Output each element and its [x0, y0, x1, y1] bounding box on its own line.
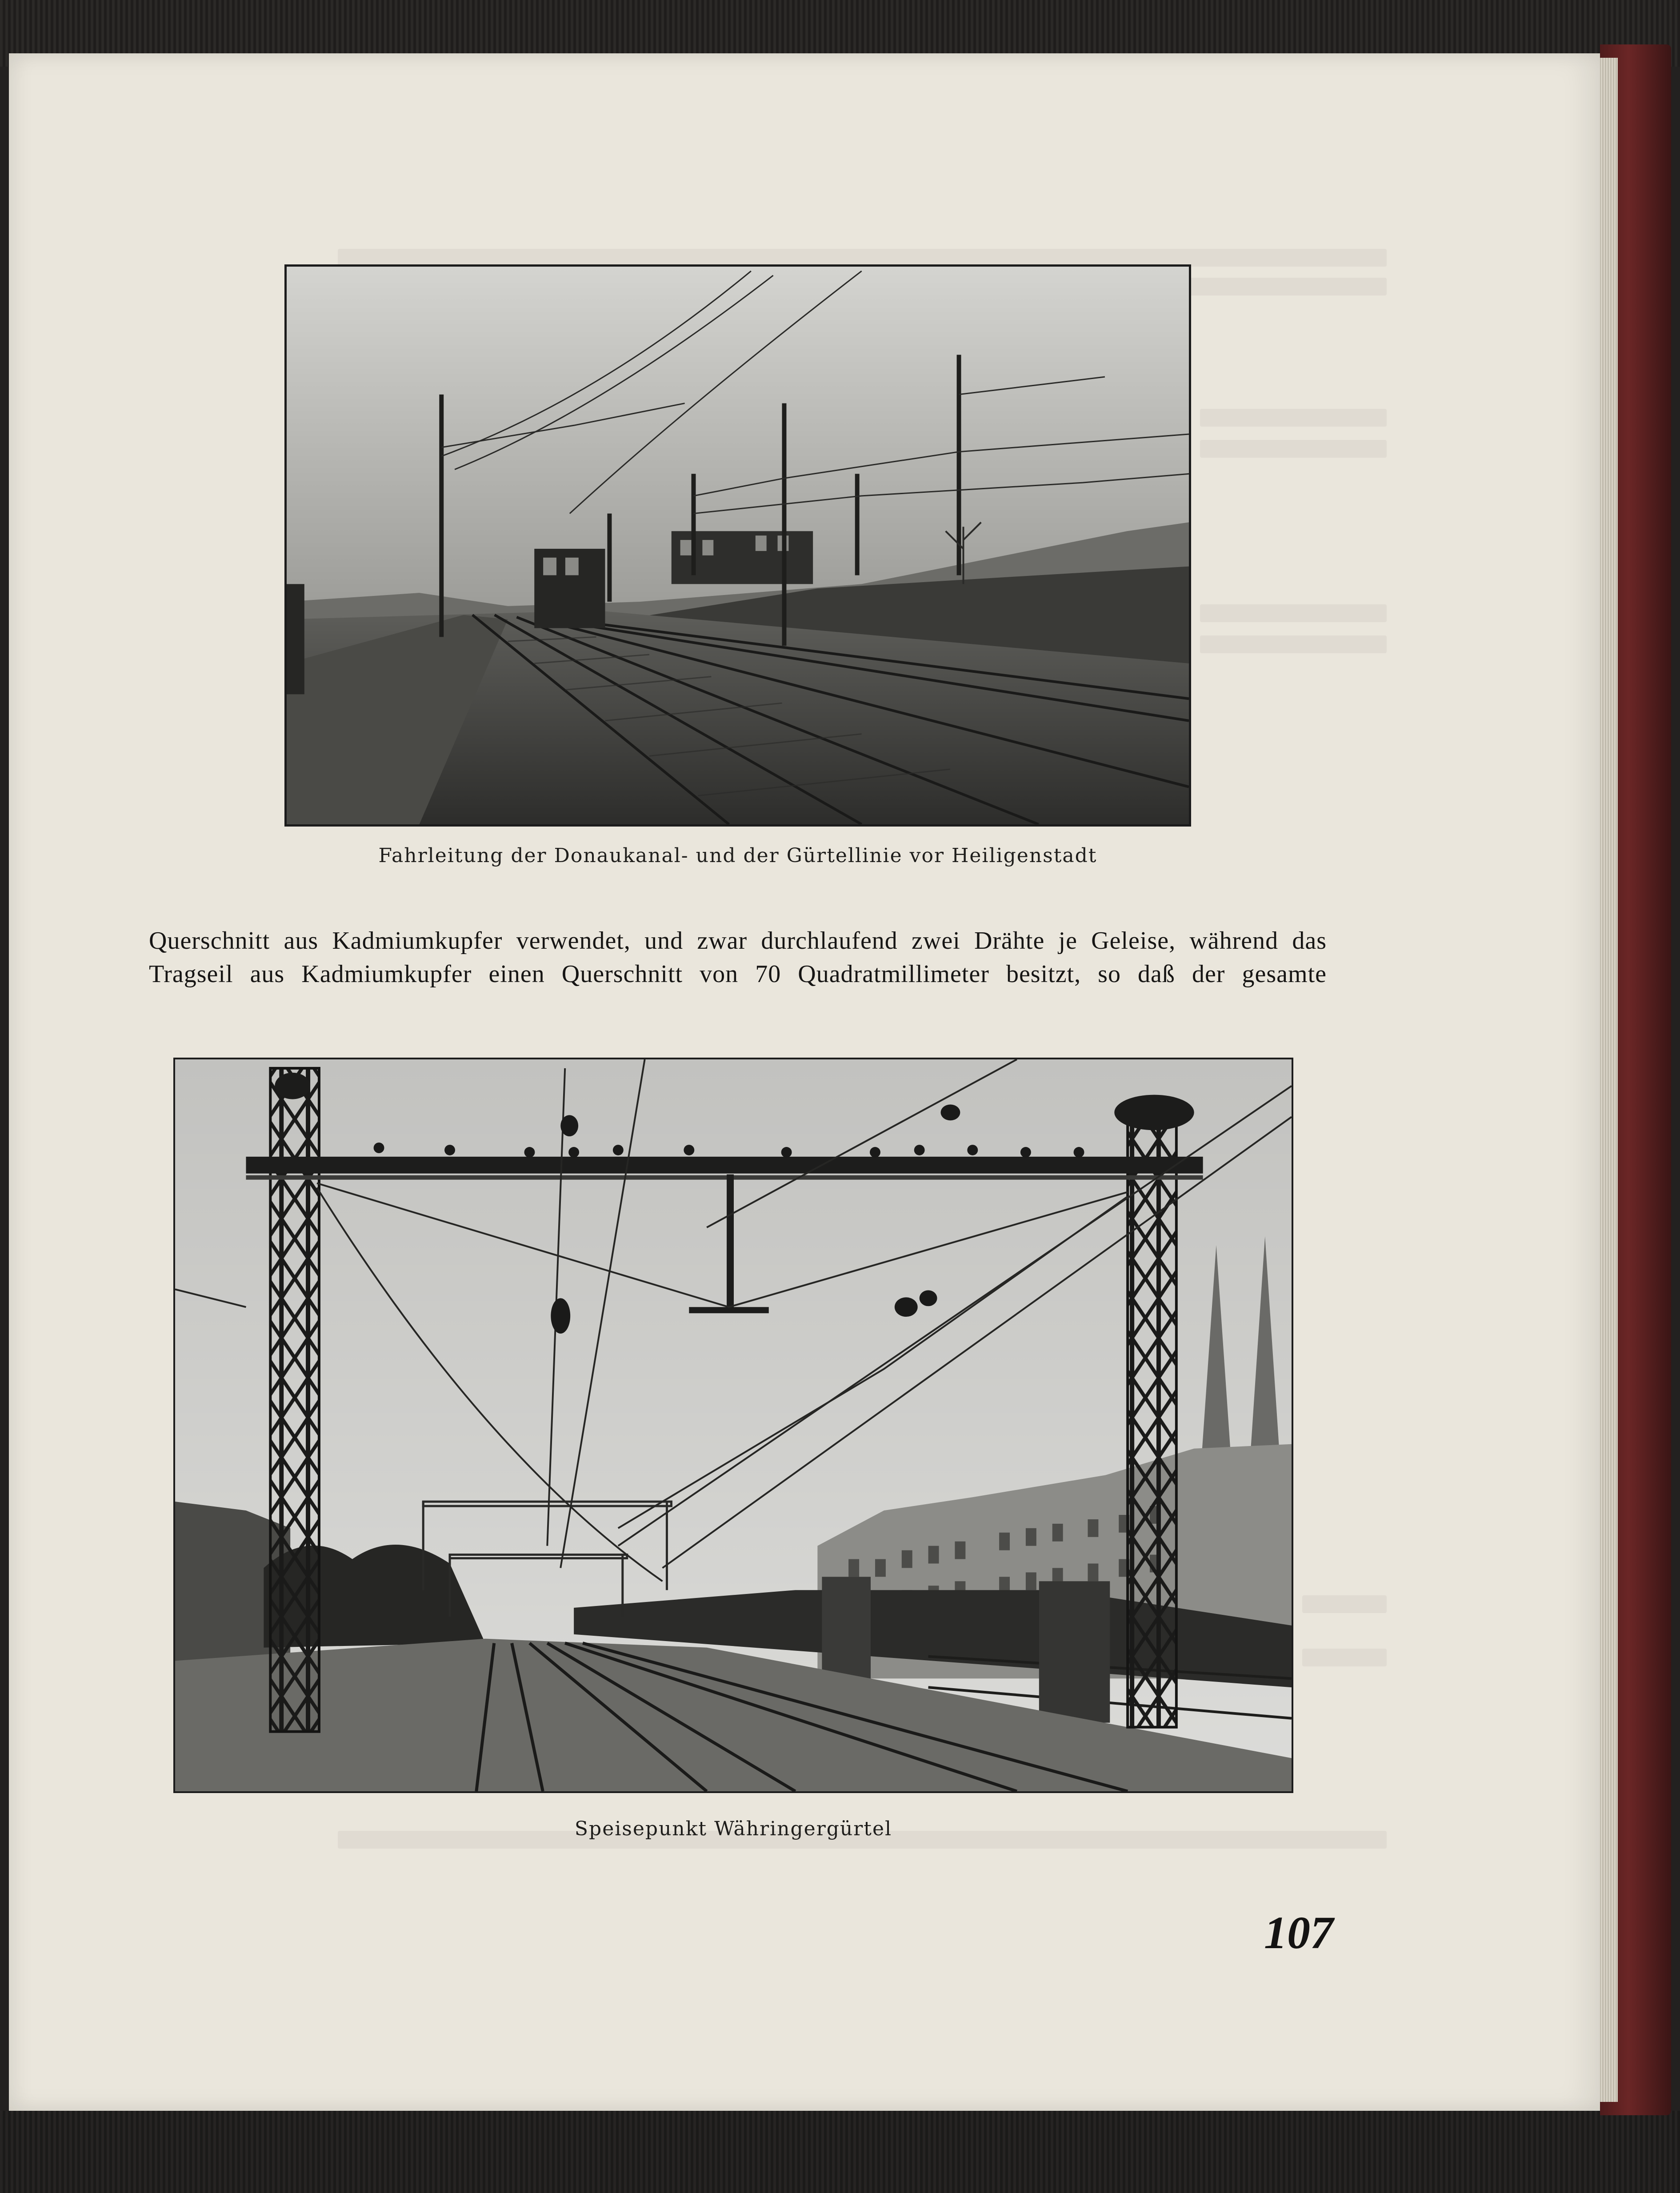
show-through — [1200, 440, 1387, 458]
show-through — [1302, 1595, 1387, 1613]
photo-feed-point-waehringerguertel — [173, 1058, 1293, 1793]
photo-caption: Speisepunkt Währingergürtel — [574, 1818, 892, 1840]
show-through — [1200, 409, 1387, 427]
show-through — [338, 249, 1387, 267]
show-through — [1200, 604, 1387, 622]
photo-caption: Fahrleitung der Donaukanal- und der Gürtellinie vor Heiligenstadt — [378, 844, 1097, 867]
body-text-line: Tragseil aus Kadmiumkupfer einen Querschnitt von 70 Quadratmillimeter besitzt, so daß der gesamte — [149, 960, 1327, 988]
photo-catenary-heiligenstadt — [284, 264, 1191, 827]
page-number: 107 — [1264, 1907, 1333, 1958]
photo-image — [175, 1059, 1292, 1791]
body-text-line: Querschnitt aus Kadmiumkupfer verwendet, und zwar durchlaufend zwei Drähte je Geleise, während das — [149, 927, 1327, 955]
backdrop — [0, 2111, 1680, 2193]
show-through — [1302, 1649, 1387, 1666]
photo-image — [287, 267, 1189, 824]
show-through — [1200, 635, 1387, 653]
